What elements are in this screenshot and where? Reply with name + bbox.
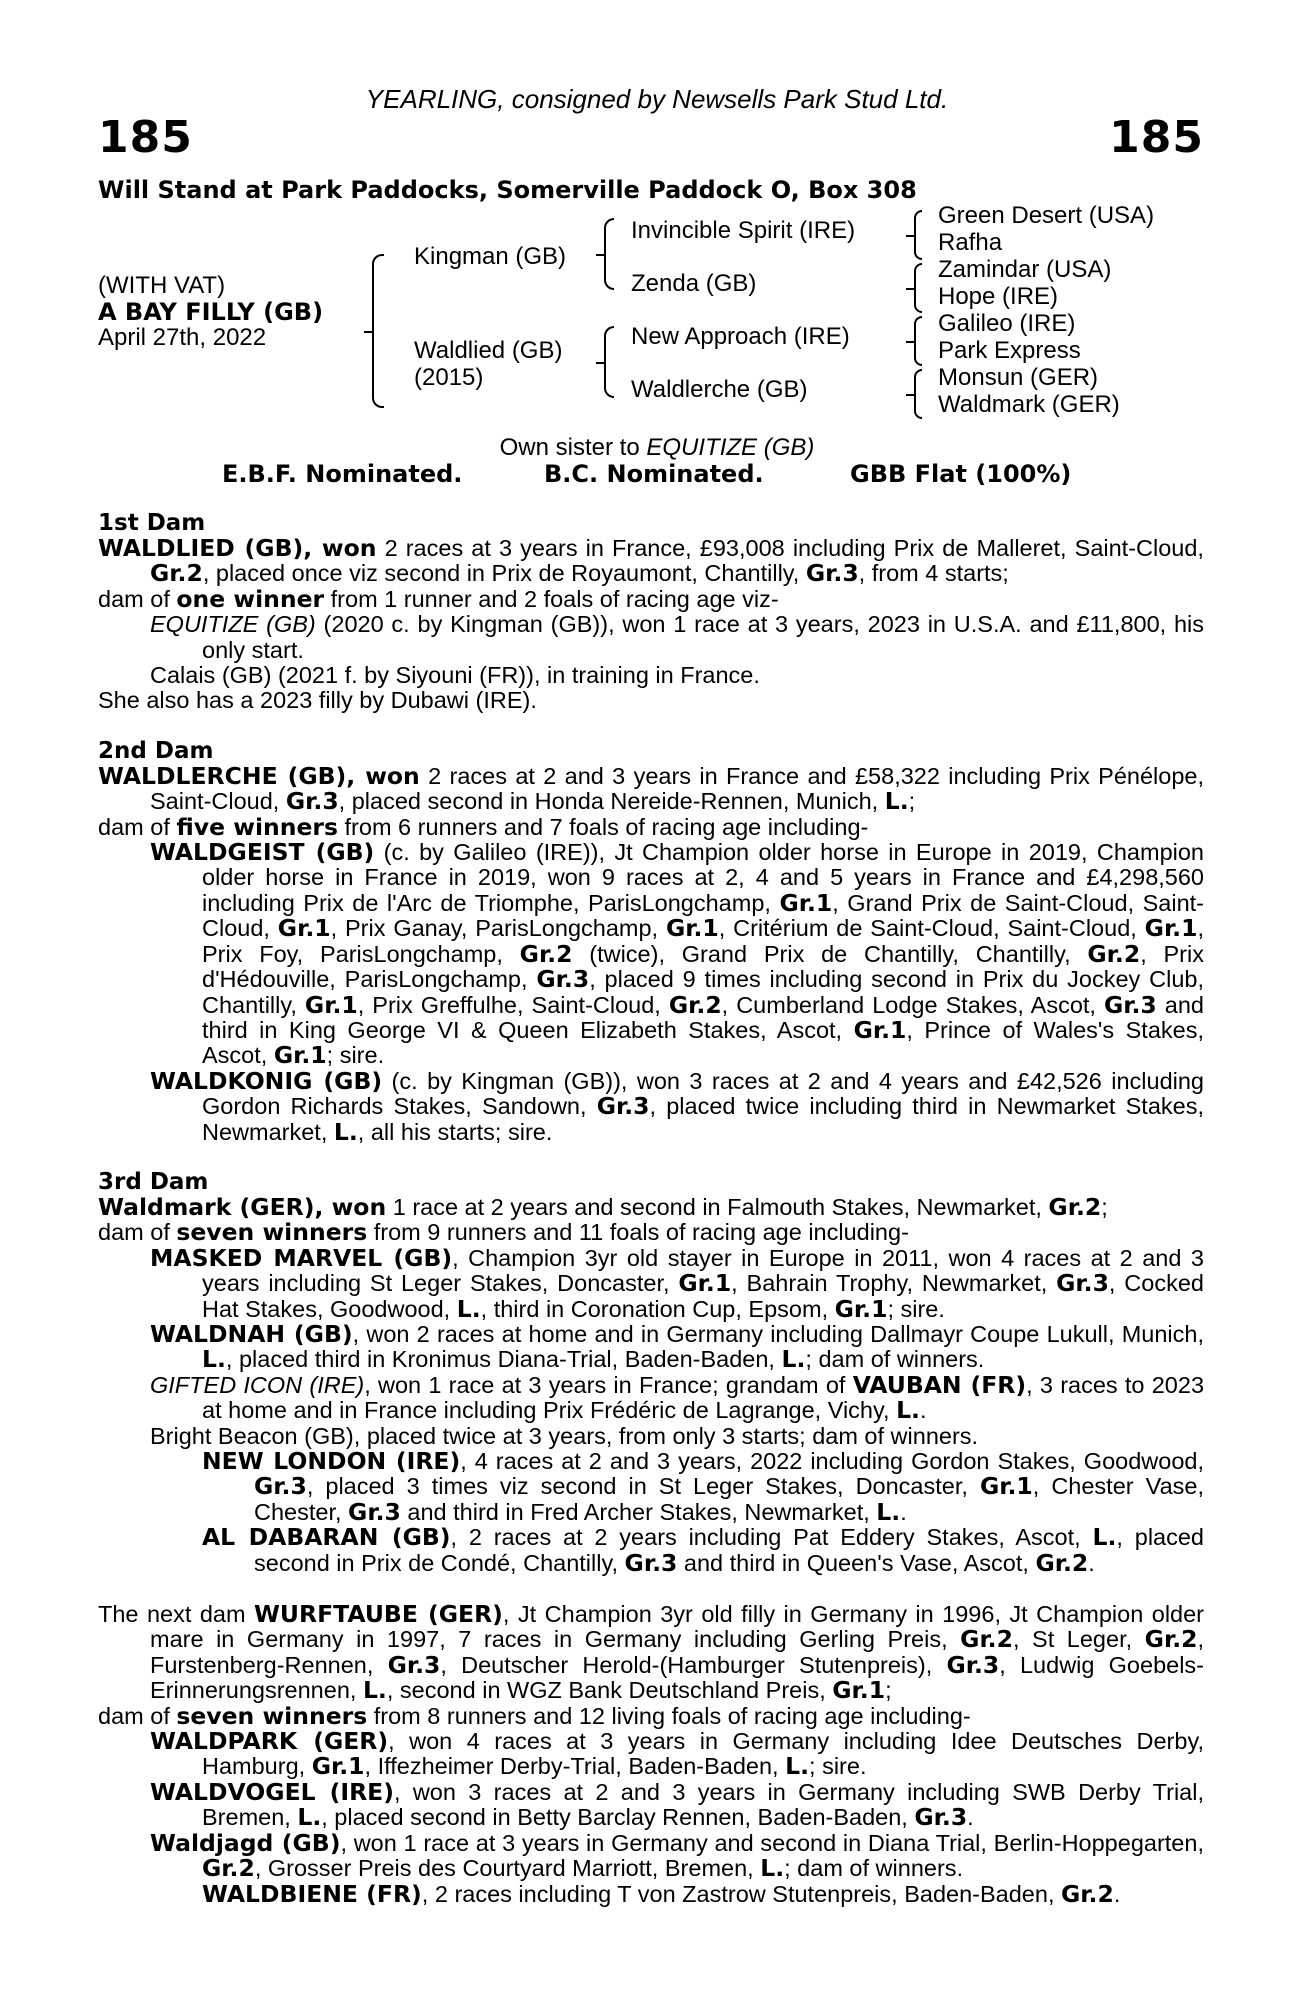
sire-brace — [604, 218, 614, 290]
first-dam-also: She also has a 2023 filly by Dubawi (IRE). — [98, 687, 537, 714]
grandsire-2: New Approach (IRE) — [631, 323, 850, 350]
own-sister-name: EQUITIZE (GB) — [646, 434, 815, 461]
granddam-1: Zenda (GB) — [631, 270, 757, 297]
stand-location: Will Stand at Park Paddocks, Somerville Paddock O, Box 308 — [98, 176, 917, 204]
ggp-5: Galileo (IRE) — [938, 310, 1076, 337]
ggp-brace-3 — [914, 316, 922, 366]
first-dam-title: 1st Dam — [98, 510, 206, 536]
ggp-2: Rafha — [938, 229, 1003, 256]
horse-name: A BAY FILLY (GB) — [98, 298, 324, 326]
ggp-brace-4 — [914, 369, 922, 419]
ggp-6: Park Express — [938, 337, 1081, 364]
next-dam-record: The next dam WURFTAUBE (GER), Jt Champion 3yr old filly in Germany in 1996, Jt Champion older mare in Germany in 1997, 7 races in Germany including Gerling Preis, Gr.2, St Leger, Gr.2, Furstenberg-Rennen, Gr.3, Deutscher Herold-(Hamburger Stutenpreis), Gr.3, Ludwig Goebels-Erinnerungsrennen, L., second in WGZ Bank Deutschland Preis, Gr.1; — [98, 1600, 1205, 1705]
ggp-1: Green Desert (USA) — [938, 202, 1155, 229]
second-dam-produce-summary: dam of five winners from 6 runners and 7 foals of racing age including- — [98, 812, 869, 841]
next-dam-produce-1: WALDPARK (GER), won 4 races at 3 years in Germany including Idee Deutsches Derby, Hamburg, Gr.1, Iffezheimer Derby-Trial, Baden-Baden, L.; sire. — [150, 1727, 1204, 1781]
next-dam-produce-3: Waldjagd (GB), won 1 race at 3 years in Germany and second in Diana Trial, Berlin-Hoppegarten, Gr.2, Grosser Preis des Courtyard Marriott, Bremen, L.; dam of winners. — [150, 1828, 1204, 1883]
dam-year: (2015) — [414, 364, 484, 391]
ebf-nomination: E.B.F. Nominated. — [222, 460, 463, 488]
gbb-flat: GBB Flat (100%) — [850, 460, 1072, 488]
third-dam-produce-3: GIFTED ICON (IRE), won 1 race at 3 years in France; grandam of VAUBAN (FR), 3 races to 2023 at home and in France including Prix Frédéric de Lagrange, Vichy, L.. — [150, 1370, 1205, 1425]
sire-dam-brace — [372, 254, 384, 408]
third-dam-grandproduce-2: AL DABARAN (GB), 2 races at 2 years including Pat Eddery Stakes, Ascot, L., placed second in Prix de Condé, Chantilly, Gr.3 and third in Queen's Vase, Ascot, Gr.2. — [202, 1523, 1204, 1577]
second-dam-title: 2nd Dam — [98, 737, 214, 764]
ggp-7: Monsun (GER) — [938, 364, 1099, 391]
catalogue-body — [98, 510, 1204, 1907]
third-dam-title: 3rd Dam — [98, 1168, 209, 1195]
first-dam-produce-2: Calais (GB) (2021 f. by Siyouni (FR)), in training in France. — [150, 662, 760, 689]
third-dam-produce-4: Bright Beacon (GB), placed twice at 3 years, from only 3 starts; dam of winners. — [150, 1422, 979, 1449]
dam-name: Waldlied (GB) — [414, 337, 563, 364]
lot-number-left: 185 — [98, 112, 193, 163]
second-dam-produce-1: WALDGEIST (GB) (c. by Galileo (IRE)), Jt Champion older horse in Europe in 2019, Champion older horse in France in 2019, won 9 races at 2, 4 and 5 years in France and £4,298,560 including Prix de l'Arc de Triomphe, ParisLongchamp, Gr.1, Grand Prix de Saint-Cloud, Saint-Cloud, Gr.1, Prix Ganay, ParisLongchamp, Gr.1, Critérium de Saint-Cloud, Saint-Cloud, Gr.1, Prix Foy, ParisLongchamp, Gr.2 (twice), Grand Prix de Chantilly, Chantilly, Gr.2, Prix d'Hédouville, ParisLongchamp, Gr.3, placed 9 times including second in Prix du Jockey Club, Chantilly, Gr.1, Prix Greffulhe, Saint-Cloud, Gr.2, Cumberland Lodge Stakes, Ascot, Gr.3 and third in King George VI & Queen Elizabeth Stakes, Ascot, Gr.1, Prince of Wales's Stakes, Ascot, Gr.1; sire. — [150, 838, 1204, 1070]
second-dam-produce-2: WALDKONIG (GB) (c. by Kingman (GB)), won 3 races at 2 and 4 years and £42,526 including Gordon Richards Stakes, Sandown, Gr.3, placed twice including third in Newmarket Stakes, Newmarket, L., all his starts; sire. — [150, 1066, 1205, 1146]
bc-nomination: B.C. Nominated. — [544, 460, 764, 488]
dam-brace — [604, 326, 614, 398]
third-dam-produce-1: MASKED MARVEL (GB), Champion 3yr old stayer in Europe in 2011, won 4 races at 2 and 3 years including St Leger Stakes, Doncaster, Gr.1, Bahrain Trophy, Newmarket, Gr.3, Cocked Hat Stakes, Goodwood, L., third in Coronation Cup, Epsom, Gr.1; sire. — [150, 1243, 1204, 1323]
granddam-2: Waldlerche (GB) — [631, 376, 808, 403]
third-dam-produce-summary: dam of seven winners from 9 runners and 11 foals of racing age including- — [98, 1218, 909, 1247]
third-dam-record: Waldmark (GER), won 1 race at 2 years and second in Falmouth Stakes, Newmarket, Gr.2; — [98, 1192, 1108, 1221]
ggp-4: Hope (IRE) — [938, 283, 1059, 310]
own-sister-note: Own sister to EQUITIZE (GB) — [499, 434, 815, 461]
ggp-brace-2 — [914, 263, 922, 313]
sire-name: Kingman (GB) — [414, 243, 567, 270]
next-dam-grandproduce-1: WALDBIENE (FR), 2 races including T von Zastrow Stutenpreis, Baden-Baden, Gr.2. — [202, 1879, 1121, 1908]
consignor-line: YEARLING, consigned by Newsells Park Stud Ltd. — [365, 84, 949, 114]
ggp-3: Zamindar (USA) — [938, 256, 1112, 283]
ggp-brace-1 — [914, 210, 922, 260]
second-dam-record: WALDLERCHE (GB), won 2 races at 2 and 3 years in France and £58,322 including Prix Pénélope, Saint-Cloud, Gr.3, placed second in Honda Nereide-Rennen, Munich, L.; — [98, 761, 1204, 816]
third-dam-produce-2: WALDNAH (GB), won 2 races at home and in Germany including Dallmayr Coupe Lukull, Munich, L., placed third in Kronimus Diana-Trial, Baden-Baden, L.; dam of winners. — [150, 1319, 1204, 1374]
ggp-8: Waldmark (GER) — [938, 391, 1120, 418]
first-dam-produce-1: EQUITIZE (GB) (2020 c. by Kingman (GB)), won 1 race at 3 years, 2023 in U.S.A. and £11,800, his only start. — [150, 611, 1205, 663]
vat-label: (WITH VAT) — [98, 272, 226, 299]
next-dam-produce-summary: dam of seven winners from 8 runners and 12 living foals of racing age including- — [98, 1701, 971, 1730]
lot-number-right: 185 — [1109, 112, 1204, 163]
third-dam-grandproduce-1: NEW LONDON (IRE), 4 races at 2 and 3 years, 2022 including Gordon Stakes, Goodwood, Gr.3, placed 3 times viz second in St Leger Stakes, Doncaster, Gr.1, Chester Vase, Chester, Gr.3 and third in Fred Archer Stakes, Newmarket, L.. — [202, 1447, 1204, 1526]
next-dam-produce-2: WALDVOGEL (IRE), won 3 races at 2 and 3 years in Germany including SWB Derby Trial, Bremen, L., placed second in Betty Barclay Rennen, Baden-Baden, Gr.3. — [150, 1777, 1205, 1832]
horse-dob: April 27th, 2022 — [98, 324, 267, 351]
grandsire-1: Invincible Spirit (IRE) — [631, 217, 856, 244]
first-dam-record: WALDLIED (GB), won 2 races at 3 years in France, £93,008 including Prix de Malleret, Saint-Cloud, Gr.2, placed once viz second in Prix de Royaumont, Chantilly, Gr.3, from 4 starts; — [98, 534, 1204, 588]
first-dam-produce-summary: dam of one winner from 1 runner and 2 foals of racing age viz- — [98, 584, 779, 613]
